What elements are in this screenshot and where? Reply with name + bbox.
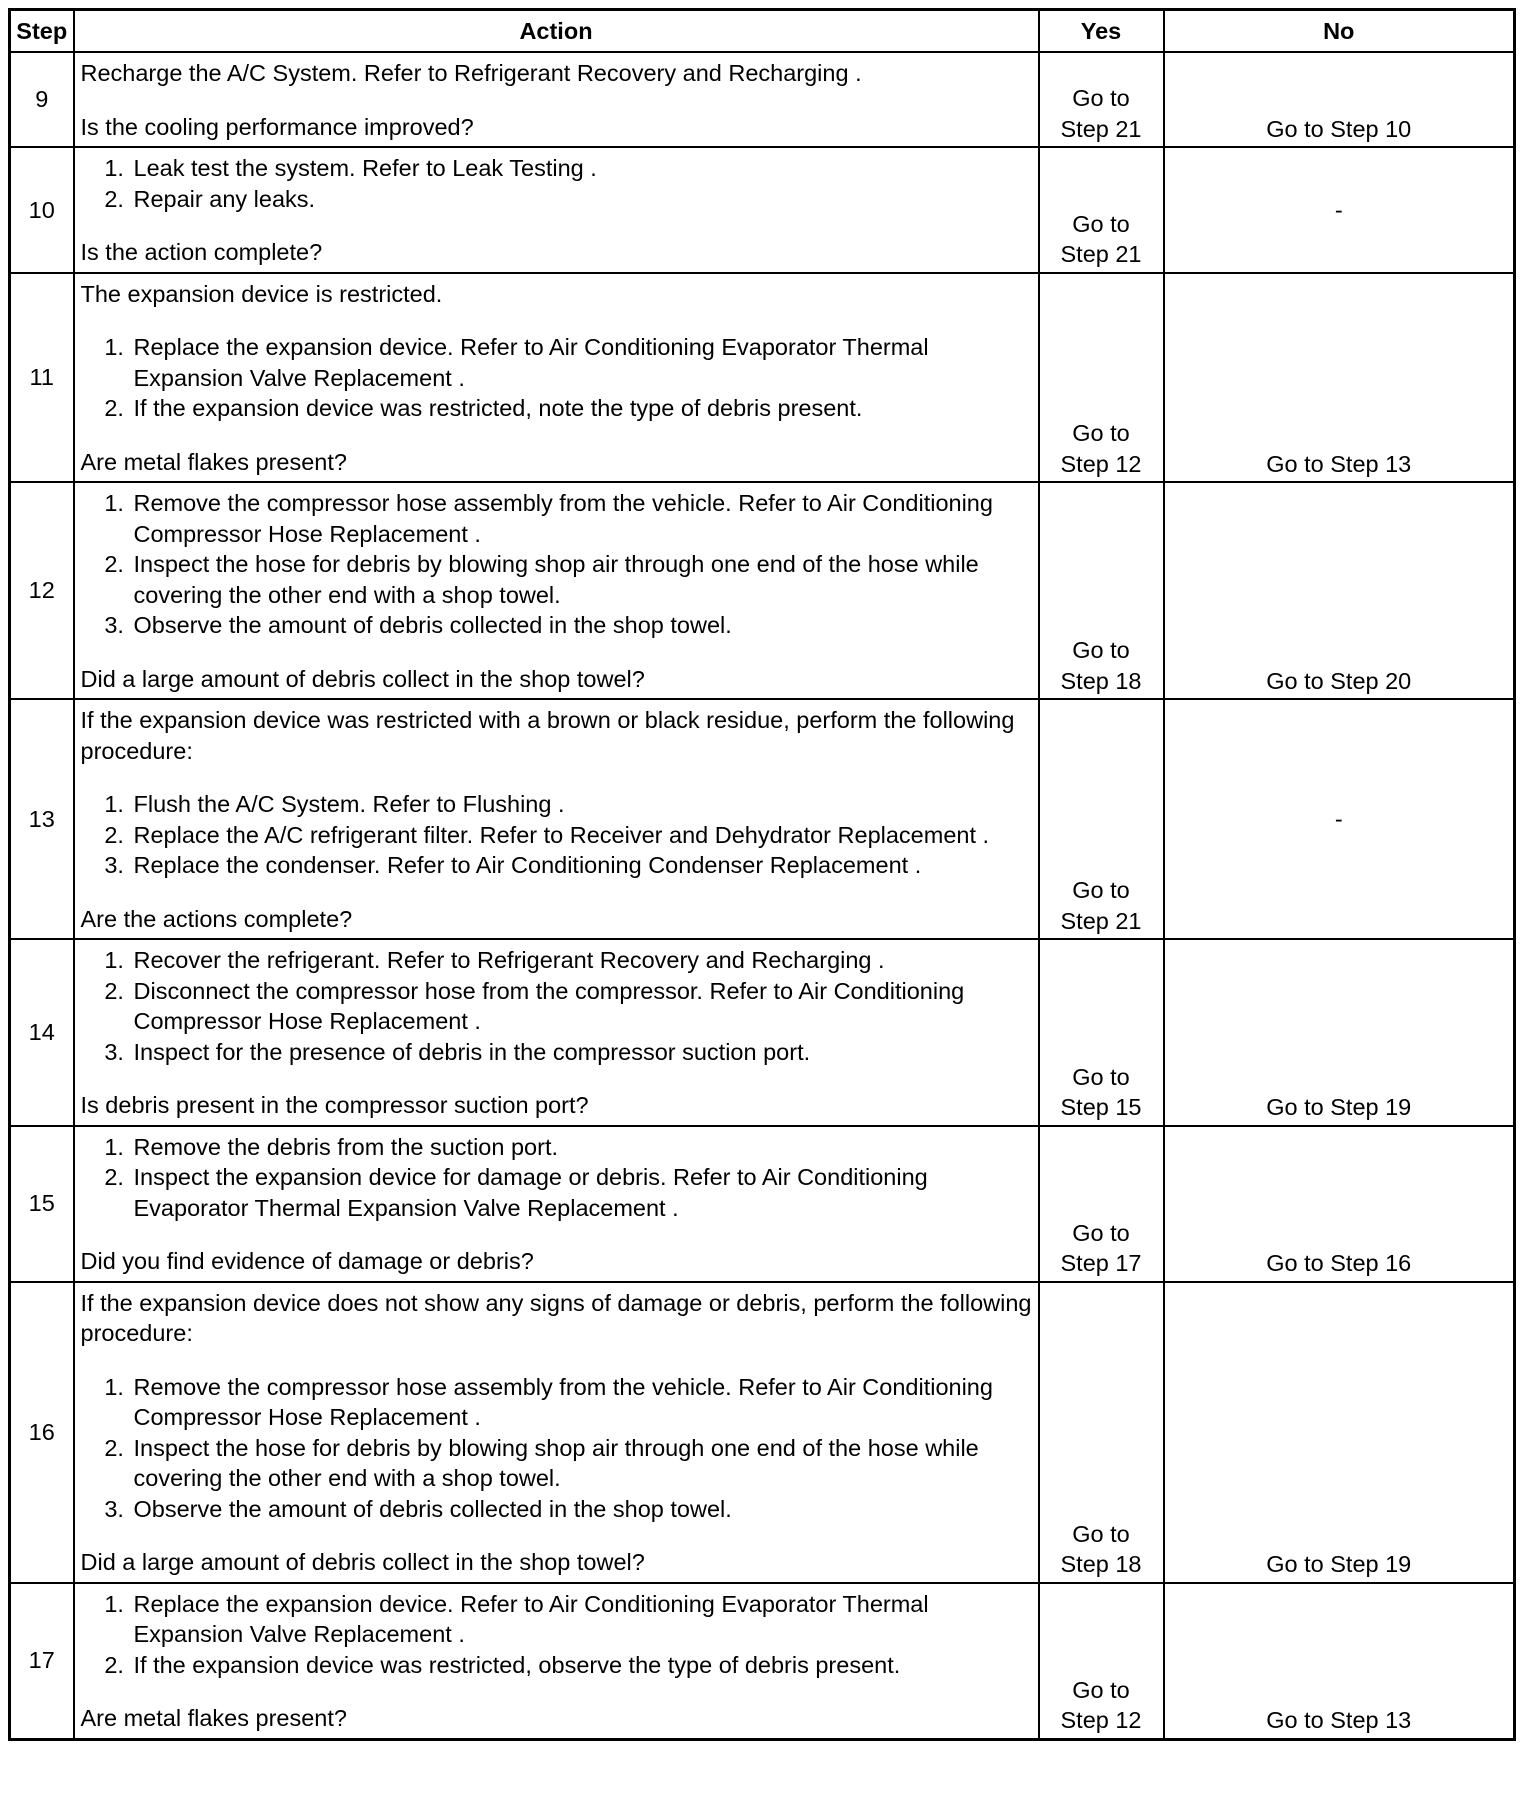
action-steps-list — [81, 945, 1032, 1067]
action-steps-list — [81, 1589, 1032, 1681]
yes-result: Go to Step 12 — [1060, 1676, 1142, 1733]
action-step-item: 3. Inspect for the presence of debris in the compressor suction port. — [131, 1037, 1032, 1068]
yes-cell — [1039, 939, 1164, 1126]
step-number: 15 — [10, 1126, 74, 1282]
yes-result: Go to Step 21 — [1060, 85, 1142, 142]
action-question: Did you find evidence of damage or debris? — [80, 1248, 534, 1274]
action-step-item: 1. Recover the refrigerant. Refer to Refrigerant Recovery and Recharging . — [131, 945, 1032, 976]
action-question: Are the actions complete? — [80, 905, 353, 932]
no-result: Go to Step 20 — [1164, 482, 1515, 699]
yes-cell — [1039, 147, 1164, 273]
no-result: Go to Step 13 — [1164, 273, 1515, 483]
no-result: - — [1164, 147, 1515, 273]
yes-cell — [1039, 52, 1164, 147]
yes-cell — [1039, 1583, 1164, 1740]
table-body — [10, 52, 1515, 1739]
yes-header: Yes — [1039, 10, 1164, 53]
action-question: Is the action complete? — [80, 239, 323, 265]
yes-cell — [1039, 1282, 1164, 1583]
action-steps-list — [81, 1132, 1032, 1224]
table-row — [10, 482, 1515, 699]
yes-result: Go to Step 15 — [1060, 1063, 1142, 1120]
action-step-item: 1. Flush the A/C System. Refer to Flushing . — [131, 789, 1032, 820]
no-result: Go to Step 16 — [1164, 1126, 1515, 1282]
step-number: 13 — [10, 699, 74, 939]
action-step-item: 2. Inspect the hose for debris by blowing shop air through one end of the hose while covering the other end with a shop towel. — [131, 1433, 1032, 1494]
action-steps-list — [81, 789, 1032, 881]
table-row — [10, 1583, 1515, 1740]
action-cell — [74, 52, 1039, 147]
table-row — [10, 1282, 1515, 1583]
action-question: Are metal flakes present? — [80, 448, 347, 475]
action-step-item: 1. Remove the compressor hose assembly from the vehicle. Refer to Air Conditioning Compressor Hose Replacement . — [131, 488, 1032, 549]
action-steps-list — [81, 153, 1032, 214]
step-number: 11 — [10, 273, 74, 483]
action-cell — [74, 1583, 1039, 1740]
action-question: Is the cooling performance improved? — [80, 113, 474, 140]
step-number: 16 — [10, 1282, 74, 1583]
action-cell — [74, 147, 1039, 273]
no-result: - — [1164, 699, 1515, 939]
table-row — [10, 273, 1515, 483]
action-question: Did a large amount of debris collect in the shop towel? — [80, 665, 645, 692]
yes-result: Go to Step 21 — [1060, 210, 1142, 267]
no-result: Go to Step 19 — [1164, 1282, 1515, 1583]
action-steps-list — [81, 332, 1032, 424]
action-cell — [74, 482, 1039, 699]
action-step-item: 2. If the expansion device was restricted, note the type of debris present. — [131, 393, 1032, 424]
action-intro: Recharge the A/C System. Refer to Refrigerant Recovery and Recharging . — [80, 60, 862, 86]
action-step-item: 2. Disconnect the compressor hose from the compressor. Refer to Air Conditioning Compressor Hose Replacement . — [131, 976, 1032, 1037]
action-step-item: 1. Remove the compressor hose assembly from the vehicle. Refer to Air Conditioning Compressor Hose Replacement . — [131, 1372, 1032, 1433]
diagnostic-table — [8, 8, 1516, 1741]
action-steps-list — [81, 488, 1032, 641]
action-header: Action — [74, 10, 1039, 53]
action-step-item: 1. Leak test the system. Refer to Leak Testing . — [131, 153, 1032, 184]
action-intro: If the expansion device does not show any signs of damage or debris, perform the following procedure: — [80, 1289, 1032, 1346]
step-number: 14 — [10, 939, 74, 1126]
action-question: Are metal flakes present? — [80, 1705, 347, 1731]
table-row — [10, 939, 1515, 1126]
step-number: 9 — [10, 52, 74, 147]
action-step-item: 3. Replace the condenser. Refer to Air Conditioning Condenser Replacement . — [131, 850, 1032, 881]
action-step-item: 3. Observe the amount of debris collected in the shop towel. — [131, 610, 1032, 641]
yes-cell — [1039, 482, 1164, 699]
table-row — [10, 147, 1515, 273]
action-question: Is debris present in the compressor suction port? — [80, 1092, 589, 1118]
action-cell — [74, 699, 1039, 939]
action-step-item: 3. Observe the amount of debris collected in the shop towel. — [131, 1494, 1032, 1525]
action-intro: If the expansion device was restricted with a brown or black residue, perform the following procedure: — [80, 707, 1015, 764]
header-row — [10, 10, 1515, 53]
yes-result: Go to Step 12 — [1060, 420, 1142, 477]
no-result: Go to Step 10 — [1164, 52, 1515, 147]
action-step-item: 2. Inspect the hose for debris by blowing shop air through one end of the hose while covering the other end with a shop towel. — [131, 549, 1032, 610]
yes-result: Go to Step 18 — [1060, 637, 1142, 694]
action-cell — [74, 1282, 1039, 1583]
yes-cell — [1039, 1126, 1164, 1282]
action-step-item: 1. Replace the expansion device. Refer to Air Conditioning Evaporator Thermal Expansion Valve Replacement . — [131, 332, 1032, 393]
action-step-item: 2. Repair any leaks. — [131, 184, 1032, 215]
step-number: 10 — [10, 147, 74, 273]
action-steps-list — [81, 1372, 1032, 1525]
table-row — [10, 699, 1515, 939]
action-step-item: 2. Replace the A/C refrigerant filter. Refer to Receiver and Dehydrator Replacement . — [131, 820, 1032, 851]
yes-cell — [1039, 273, 1164, 483]
action-intro: The expansion device is restricted. — [80, 280, 443, 307]
step-number: 12 — [10, 482, 74, 699]
table-row — [10, 1126, 1515, 1282]
no-result: Go to Step 13 — [1164, 1583, 1515, 1740]
step-number: 17 — [10, 1583, 74, 1740]
action-cell — [74, 1126, 1039, 1282]
action-step-item: 1. Remove the debris from the suction port. — [131, 1132, 1032, 1163]
step-header: Step — [10, 10, 74, 53]
action-step-item: 2. Inspect the expansion device for damage or debris. Refer to Air Conditioning Evaporator Thermal Expansion Valve Replacement . — [131, 1162, 1032, 1223]
table-row — [10, 52, 1515, 147]
yes-result: Go to Step 17 — [1060, 1219, 1142, 1276]
action-step-item: 2. If the expansion device was restricted, observe the type of debris present. — [131, 1650, 1032, 1681]
action-question: Did a large amount of debris collect in the shop towel? — [80, 1549, 645, 1575]
yes-result: Go to Step 21 — [1060, 877, 1142, 934]
yes-result: Go to Step 18 — [1060, 1520, 1142, 1577]
no-header: No — [1164, 10, 1515, 53]
action-cell — [74, 939, 1039, 1126]
action-cell — [74, 273, 1039, 483]
action-step-item: 1. Replace the expansion device. Refer to Air Conditioning Evaporator Thermal Expansion Valve Replacement . — [131, 1589, 1032, 1650]
yes-cell — [1039, 699, 1164, 939]
no-result: Go to Step 19 — [1164, 939, 1515, 1126]
